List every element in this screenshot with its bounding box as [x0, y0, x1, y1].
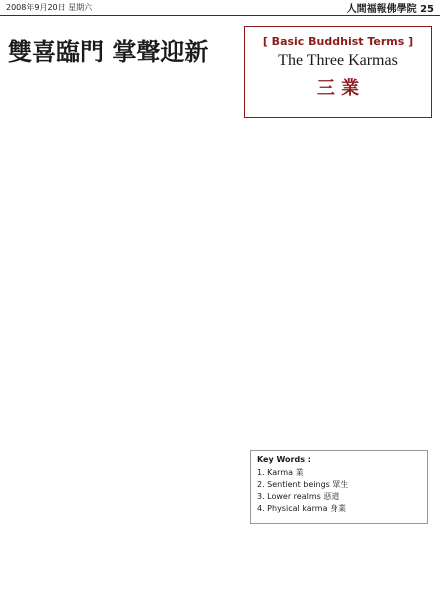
- keywords-title: Key Words :: [257, 455, 311, 464]
- keyword-item: 1. Karma 業: [257, 468, 304, 477]
- keyword-item: 2. Sentient beings 眾生: [257, 480, 349, 489]
- keyword-item: 4. Physical karma 身業: [257, 504, 347, 513]
- masthead: [0, 0, 440, 16]
- paper-section: 人間福報佛學院 25: [346, 4, 434, 15]
- terms-tag: [ Basic Buddhist Terms ]: [262, 35, 414, 48]
- basic-buddhist-terms-box: [244, 26, 432, 118]
- main-headline: 雙喜臨門 掌聲迎新: [8, 36, 209, 66]
- terms-title-zh: 三 業: [316, 78, 360, 99]
- keywords-box: [250, 450, 428, 524]
- terms-title: The Three Karmas: [278, 52, 398, 69]
- issue-date: 2008年9月20日 星期六: [6, 3, 93, 12]
- keyword-item: 3. Lower realms 惡道: [257, 492, 340, 501]
